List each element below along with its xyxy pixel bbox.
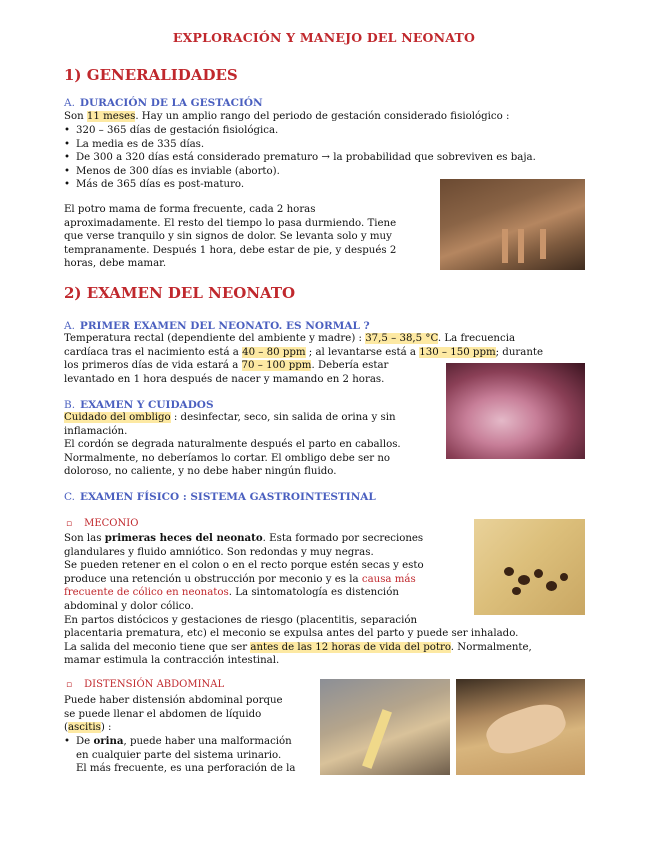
text-line: El cordón se degrada naturalmente después el parto en caballos. bbox=[64, 439, 401, 451]
text-line: que verse tranquilo y sin signos de dolor. Se levanta solo y muy bbox=[64, 231, 392, 243]
subsection-title: DISTENSIÓN ABDOMINAL bbox=[84, 679, 225, 690]
bullet-item: • Menos de 300 días es inviable (aborto). bbox=[64, 165, 536, 179]
text: produce una retención u obstrucción por meconio y es la bbox=[64, 573, 362, 585]
text: cardíaca tras el nacimiento está a bbox=[64, 346, 243, 358]
square-bullet-icon: ▫ bbox=[66, 519, 73, 529]
text: . Hay un amplio rango del periodo de gestación considerado fisiológico : bbox=[135, 111, 510, 122]
text-line: Normalmente, no deberíamos lo cortar. El ombligo debe ser no bbox=[64, 452, 391, 464]
subsection-distension bbox=[66, 679, 224, 690]
document-title: EXPLORACIÓN Y MANEJO DEL NEONATO bbox=[172, 30, 476, 45]
text-line: horas, debe mamar. bbox=[64, 258, 167, 270]
highlight-hr-birth: 40 – 80 ppm bbox=[242, 346, 306, 358]
text-line: El más frecuente, es una perforación de la bbox=[76, 763, 296, 775]
highlight-ombligo: Cuidado del ombligo bbox=[64, 412, 171, 423]
red-text: causa más bbox=[361, 573, 416, 585]
text-line: levantado en 1 hora después de nacer y mamando en 2 horas. bbox=[64, 373, 385, 385]
text-line: tempranamente. Después 1 hora, debe estar de pie, y después 2 bbox=[64, 244, 397, 256]
foal-nursing-photo bbox=[440, 179, 585, 270]
text-line: abdominal y dolor cólico. bbox=[64, 600, 194, 612]
highlight-ascitis: ascitis bbox=[67, 722, 101, 734]
highlight-hr-days: 70 – 100 ppm bbox=[241, 360, 312, 372]
text: ) : bbox=[100, 722, 112, 734]
text: . La frecuencia bbox=[437, 333, 516, 344]
distended-foal-photo bbox=[456, 679, 585, 775]
subheading-letter: A. bbox=[64, 97, 75, 109]
umbilicus-photo bbox=[446, 363, 585, 459]
subheading-duracion bbox=[64, 97, 263, 109]
text: La salida del meconio tiene que ser bbox=[64, 641, 251, 653]
subheading-text: DURACIÓN DE LA GESTACIÓN bbox=[79, 97, 263, 109]
subheading-letter: A. bbox=[64, 320, 75, 332]
text-line: Se pueden retener en el colon o en el recto porque estén secas y esto bbox=[64, 560, 424, 572]
subheading-primer-examen bbox=[64, 320, 370, 332]
section-heading-examen: 2) EXAMEN DEL NEONATO bbox=[64, 284, 296, 302]
subheading-letter: C. bbox=[64, 491, 75, 503]
text: ( bbox=[64, 722, 68, 734]
distension-paragraph bbox=[64, 694, 283, 735]
subsection-title: MECONIO bbox=[84, 518, 139, 529]
text: . Esta formado por secreciones bbox=[262, 533, 424, 544]
text-line: inflamación. bbox=[64, 425, 128, 437]
distension-bullets bbox=[64, 735, 295, 776]
subheading-examen-fisico bbox=[64, 491, 376, 503]
text: De bbox=[76, 736, 94, 747]
text-line: glandulares y fluido amniótico. Son redondas y muy negras. bbox=[64, 546, 374, 558]
highlight-temperature: 37,5 – 38,5 °C bbox=[365, 333, 438, 344]
subheading-cuidados bbox=[64, 399, 214, 411]
text: , puede haber una malformación bbox=[123, 736, 292, 747]
text: ; durante bbox=[495, 346, 544, 358]
bullet-item: • De 300 a 320 días está considerado prematuro → la probabilidad que sobreviven es baja. bbox=[64, 151, 536, 165]
subsection-meconio bbox=[66, 518, 138, 529]
bold-text: orina bbox=[93, 735, 124, 747]
text-line: placentaria prematura, etc) el meconio se expulsa antes del parto y puede ser inhalado. bbox=[64, 628, 519, 640]
meconio-paragraph bbox=[64, 532, 532, 668]
text-line: mamar estimula la contracción intestinal. bbox=[64, 655, 280, 667]
bullet-item: • La media es de 335 días. bbox=[64, 138, 536, 152]
text-line: aproximadamente. El resto del tiempo lo pasa durmiendo. Tiene bbox=[64, 217, 397, 229]
subheading-text: EXAMEN FÍSICO : SISTEMA GASTROINTESTINAL bbox=[80, 491, 376, 503]
meconium-photo bbox=[474, 519, 585, 615]
subheading-text: PRIMER EXAMEN DEL NEONATO. ES NORMAL ? bbox=[79, 320, 370, 332]
gestation-intro bbox=[64, 110, 509, 124]
highlight-hr-standing: 130 – 150 ppm bbox=[419, 346, 496, 358]
bullet-item: • Más de 365 días es post-maturo. bbox=[64, 178, 536, 192]
section-heading-generalidades: 1) GENERALIDADES bbox=[64, 66, 238, 84]
red-text: frecuente de cólico en neonatos bbox=[64, 587, 229, 599]
bullet-icon: • bbox=[64, 736, 71, 747]
text: Son las bbox=[64, 533, 105, 544]
foal-behaviour-paragraph bbox=[64, 203, 396, 271]
bullet-item: • 320 – 365 días de gestación fisiológica. bbox=[64, 124, 536, 138]
text-line: En partos distócicos y gestaciones de riesgo (placentitis, separación bbox=[64, 614, 418, 626]
text-line: se puede llenar el abdomen de líquido bbox=[64, 708, 262, 720]
text: los primeros días de vida estará a bbox=[64, 360, 242, 372]
text: . Normalmente, bbox=[450, 641, 532, 653]
subheading-letter: B. bbox=[64, 399, 76, 411]
square-bullet-icon: ▫ bbox=[66, 680, 73, 690]
text: Son bbox=[64, 111, 87, 122]
highlight-11-meses: 11 meses bbox=[86, 111, 136, 122]
text-line: doloroso, no caliente, y no debe haber ningún fluido. bbox=[64, 466, 337, 478]
subheading-text: EXAMEN Y CUIDADOS bbox=[80, 399, 214, 411]
text: . La sintomatología es distención bbox=[228, 587, 399, 599]
abdominocentesis-photo bbox=[320, 679, 450, 775]
text: . Debería estar bbox=[311, 360, 389, 372]
bold-text: primeras heces del neonato bbox=[104, 532, 263, 544]
highlight-12-horas: antes de las 12 horas de vida del potro bbox=[250, 641, 451, 653]
text: : desinfectar, seco, sin salida de orina y sin bbox=[170, 412, 396, 423]
text-line: en cualquier parte del sistema urinario. bbox=[76, 749, 282, 761]
text: Temperatura rectal (dependiente del ambiente y madre) : bbox=[64, 333, 366, 344]
cuidados-paragraph bbox=[64, 411, 401, 479]
text-line: El potro mama de forma frecuente, cada 2 horas bbox=[64, 204, 316, 215]
text: ; al levantarse está a bbox=[305, 346, 420, 358]
text-line: Puede haber distensión abdominal porque bbox=[64, 695, 283, 706]
